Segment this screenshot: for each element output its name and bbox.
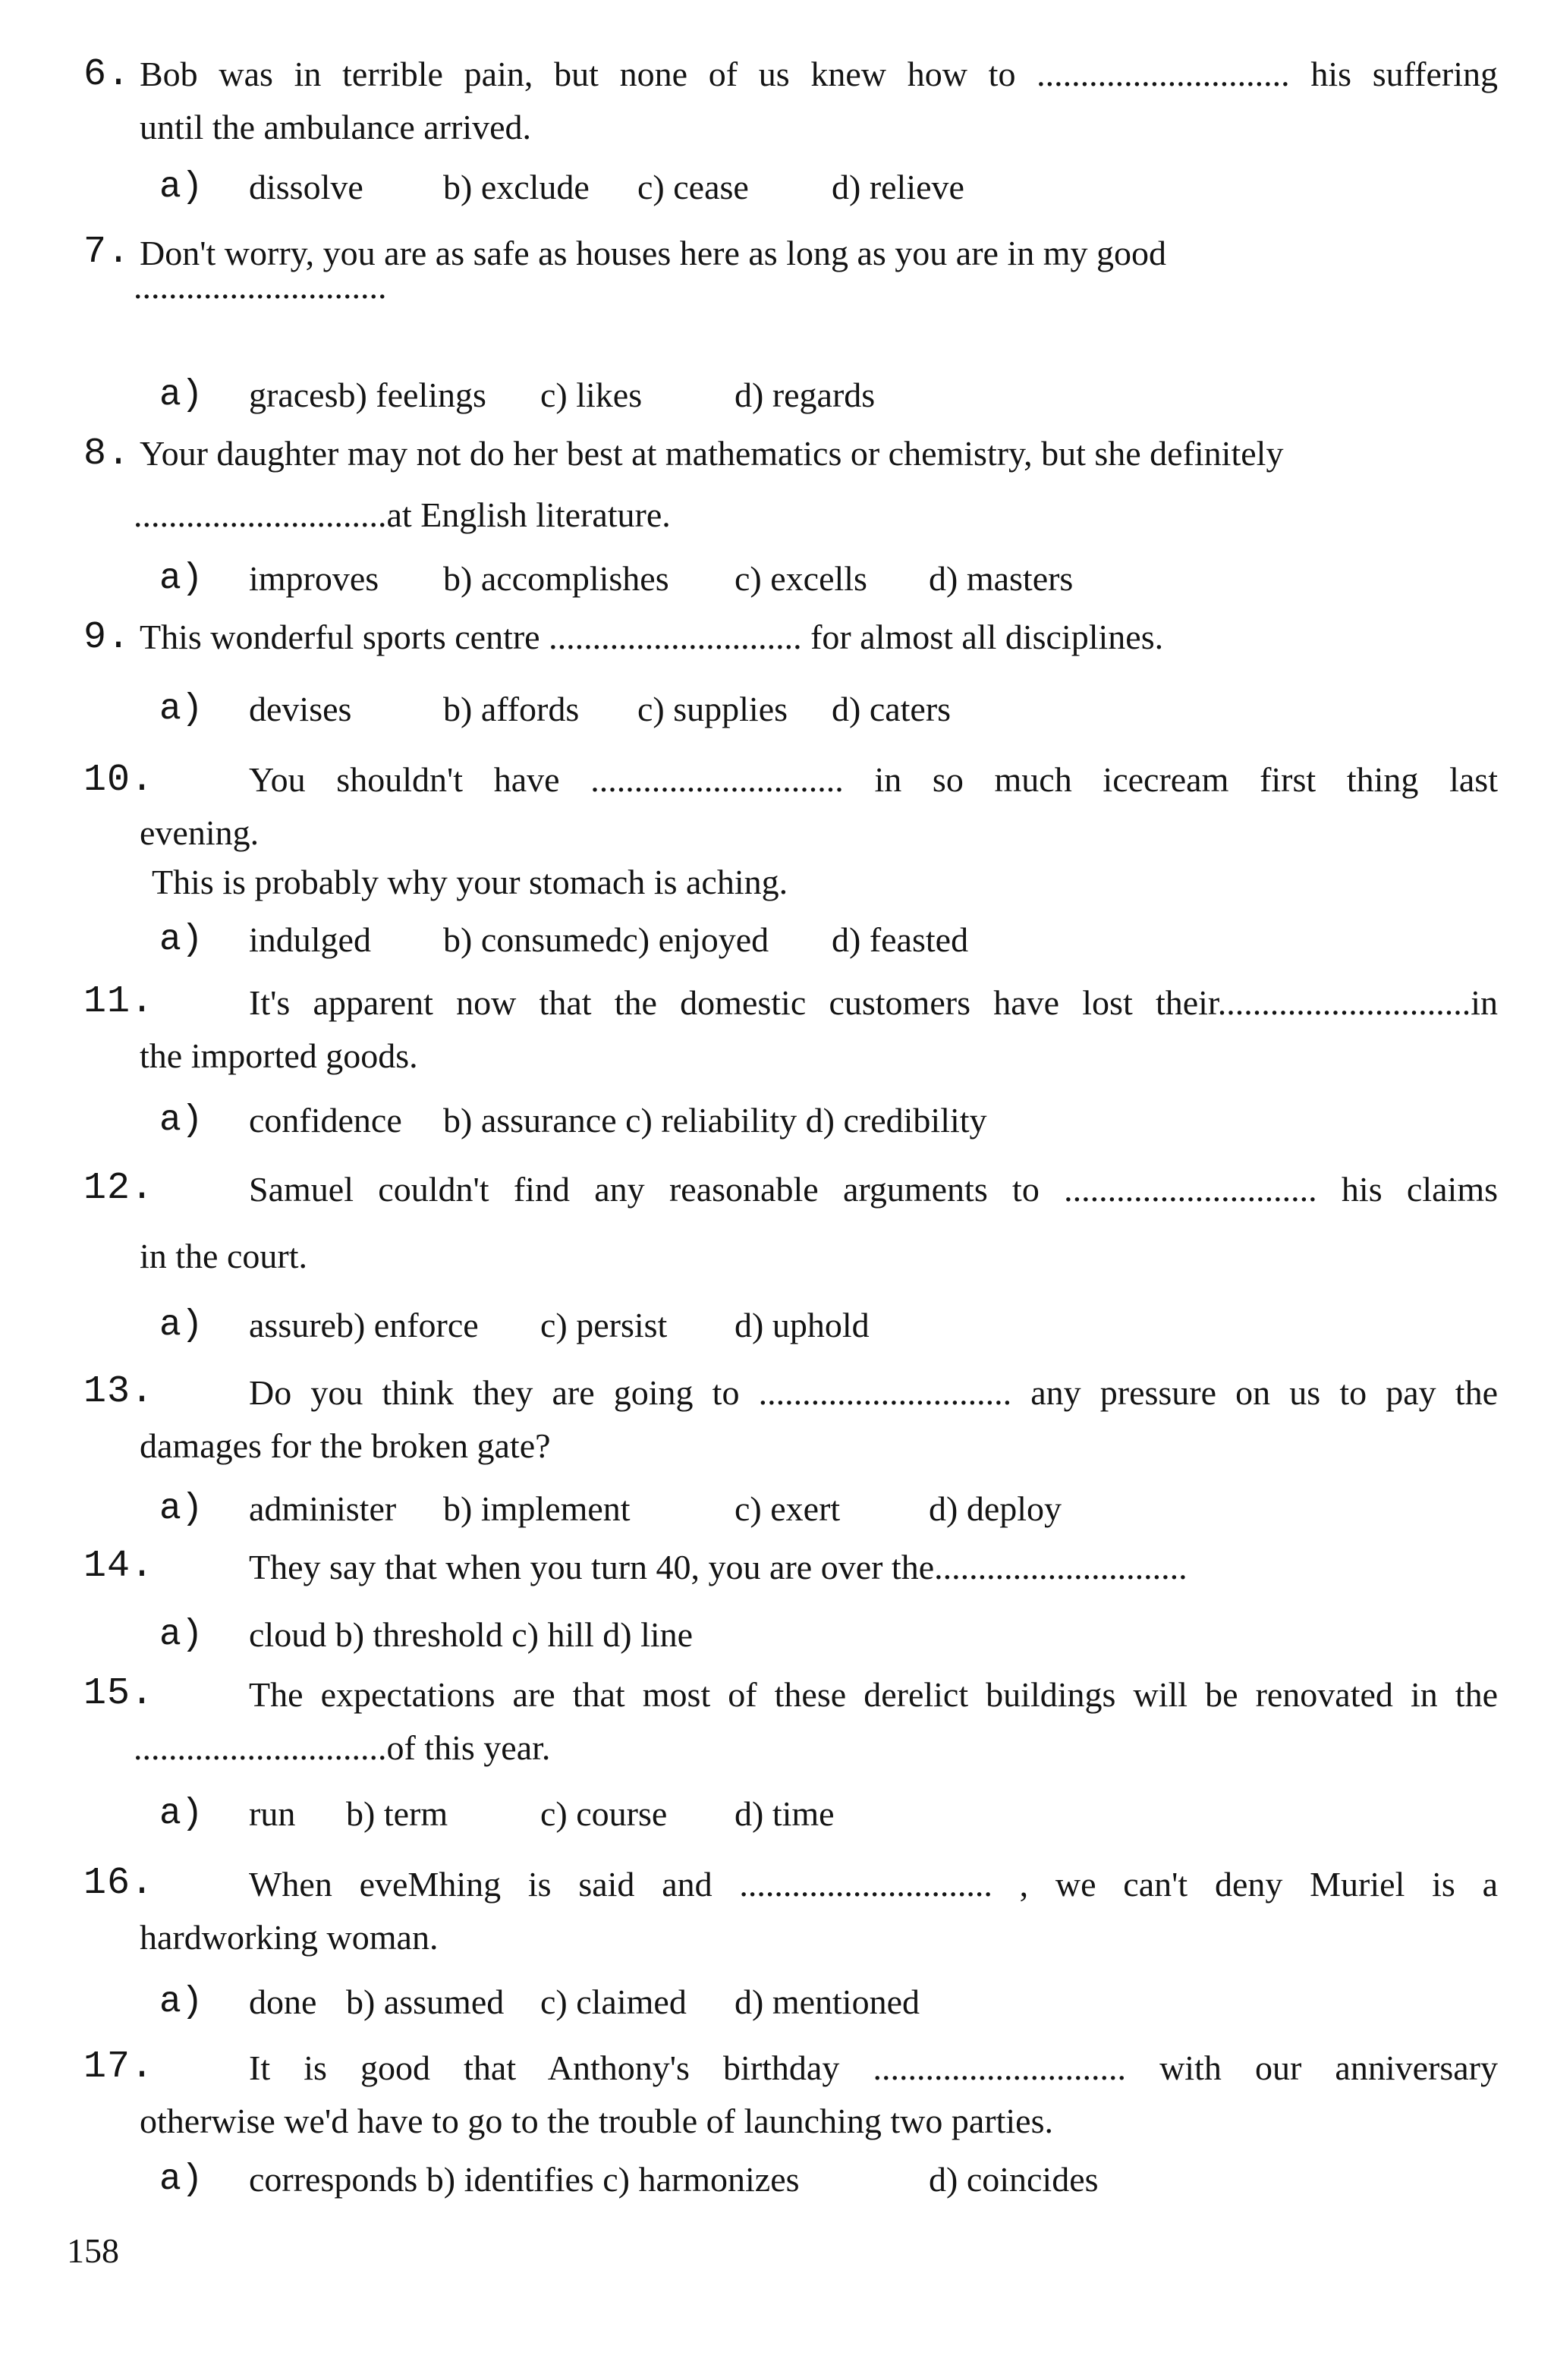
option-a: assureb) enforce <box>249 1306 479 1344</box>
option-b: b) affords <box>443 690 580 728</box>
option-a: cloud b) threshold c) hill d) line <box>249 1615 694 1654</box>
option-d: d) relieve <box>832 168 964 206</box>
question-stem-cont: .............................at English literature. <box>134 495 671 534</box>
question-stem-cont: until the ambulance arrived. <box>140 108 532 146</box>
question-stem: You shouldn't have ............................. in so much icecream first thing last <box>249 760 1498 799</box>
option-a: corresponds b) identifies c) harmonizes <box>249 2160 800 2199</box>
option-d: d) feasted <box>832 920 969 959</box>
question-stem-cont: ............................. <box>134 267 387 306</box>
question-stem: Do you think they are going to ............................. any pressure on us to pay the <box>249 1373 1498 1412</box>
option-a: done <box>249 1982 317 2021</box>
page-number: 158 <box>67 2231 119 2270</box>
question-stem-cont: hardworking woman. <box>140 1918 439 1957</box>
option-a: gracesb) feelings <box>249 376 486 414</box>
question-number: 16. <box>83 1862 155 1905</box>
option-b: b) accomplishes <box>443 559 669 598</box>
option-d: d) masters <box>929 559 1074 598</box>
option-d: d) time <box>735 1794 835 1833</box>
question-number: 9. <box>83 616 131 659</box>
option-a: run <box>249 1794 296 1833</box>
option-c: c) likes <box>540 376 643 414</box>
option-a-label: a) <box>159 167 203 208</box>
question-stem-cont-2: This is probably why your stomach is aching. <box>152 863 788 901</box>
option-d: d) coincides <box>929 2160 1099 2199</box>
question-stem: The expectations are that most of these derelict buildings will be renovated in the <box>249 1675 1498 1714</box>
question-number: 8. <box>83 432 131 476</box>
question-stem: They say that when you turn 40, you are over the............................. <box>249 1548 1188 1586</box>
option-c: c) excells <box>735 559 867 598</box>
option-a: dissolve <box>249 168 363 206</box>
option-a-label: a) <box>159 375 203 416</box>
question-number: 7. <box>83 231 131 274</box>
question-stem-cont: .............................of this year. <box>134 1728 551 1767</box>
question-stem: It is good that Anthony's birthday ............................. with our anniversary <box>249 2048 1498 2087</box>
question-number: 6. <box>83 53 131 96</box>
option-b: b) term <box>346 1794 448 1833</box>
option-c: c) cease <box>637 168 749 206</box>
option-b: b) implement <box>443 1489 631 1528</box>
option-c: c) claimed <box>540 1982 687 2021</box>
question-stem-cont: otherwise we'd have to go to the trouble of launching two parties. <box>140 2102 1053 2140</box>
option-a-label: a) <box>159 558 203 599</box>
option-a-label: a) <box>159 920 203 960</box>
option-d: d) caters <box>832 690 952 728</box>
question-number: 12. <box>83 1167 155 1210</box>
question-stem: Samuel couldn't find any reasonable arguments to ............................. his claims <box>249 1170 1498 1209</box>
question-stem-cont: in the court. <box>140 1237 307 1275</box>
question-number: 14. <box>83 1545 155 1588</box>
question-number: 11. <box>83 980 155 1023</box>
question-stem-cont: evening. <box>140 813 260 852</box>
question-number: 10. <box>83 759 155 802</box>
question-number: 17. <box>83 2045 155 2089</box>
question-number: 13. <box>83 1370 155 1413</box>
option-a-label: a) <box>159 2159 203 2200</box>
option-a: confidence <box>249 1101 402 1140</box>
option-b: b) assumed <box>346 1982 505 2021</box>
option-d: d) regards <box>735 376 876 414</box>
question-stem: Your daughter may not do her best at mathematics or chemistry, but she definitely <box>140 434 1284 473</box>
option-a-label: a) <box>159 689 203 730</box>
question-stem-cont: damages for the broken gate? <box>140 1426 551 1465</box>
option-c: c) supplies <box>637 690 788 728</box>
question-stem: Don't worry, you are as safe as houses here as long as you are in my good <box>140 234 1167 272</box>
question-stem: When eveMhing is said and ............................. , we can't deny Muriel is a <box>249 1865 1498 1904</box>
option-a: indulged <box>249 920 371 959</box>
option-c: c) exert <box>735 1489 841 1528</box>
question-stem: It's apparent now that the domestic customers have lost their.............................in <box>249 983 1498 1022</box>
option-c: c) persist <box>540 1306 668 1344</box>
option-a-label: a) <box>159 1614 203 1655</box>
question-stem-cont: the imported goods. <box>140 1036 418 1075</box>
option-a: improves <box>249 559 379 598</box>
option-a-label: a) <box>159 1794 203 1835</box>
question-number: 15. <box>83 1672 155 1715</box>
option-b: b) exclude <box>443 168 590 206</box>
option-a-label: a) <box>159 1982 203 2023</box>
option-b: b) consumedc) enjoyed <box>443 920 769 959</box>
option-c: c) course <box>540 1794 668 1833</box>
option-b: b) assurance c) reliability d) credibility <box>443 1101 987 1140</box>
option-d: d) deploy <box>929 1489 1062 1528</box>
question-stem: This wonderful sports centre ............................. for almost all disciplines. <box>140 618 1164 656</box>
option-d: d) mentioned <box>735 1982 920 2021</box>
option-a-label: a) <box>159 1489 203 1530</box>
option-a: administer <box>249 1489 397 1528</box>
option-d: d) uphold <box>735 1306 870 1344</box>
option-a-label: a) <box>159 1100 203 1141</box>
question-stem: Bob was in terrible pain, but none of us knew how to ............................. his suffering <box>140 55 1498 93</box>
option-a-label: a) <box>159 1305 203 1346</box>
option-a: devises <box>249 690 352 728</box>
